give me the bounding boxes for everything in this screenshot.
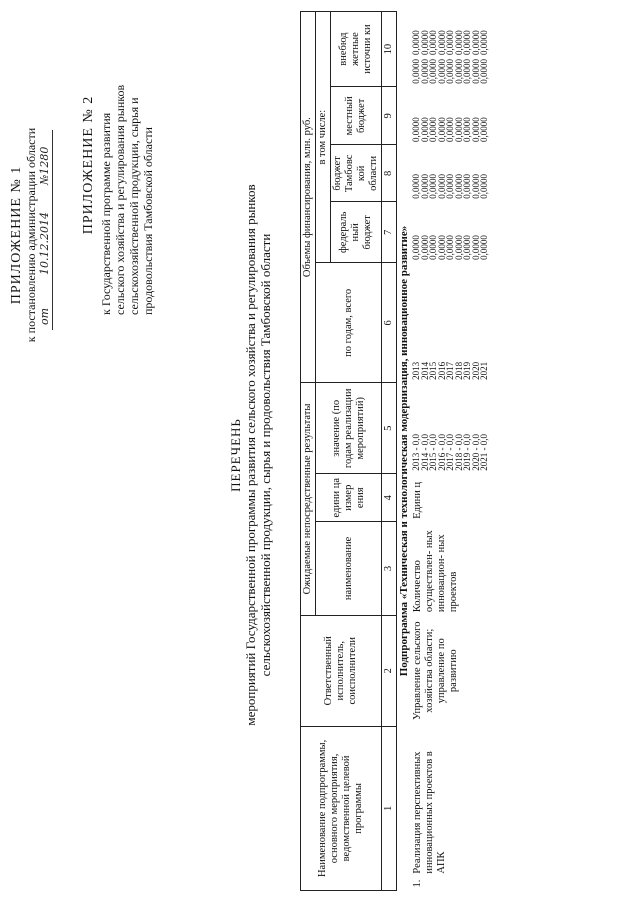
table-row [411, 12, 490, 891]
col-number: 5 [382, 383, 397, 474]
list-item: 2015 [428, 361, 438, 380]
list-item: 0,0000 [436, 117, 447, 142]
appendix1-subtitle: к постановлению администрации области [24, 127, 38, 343]
appendix2-block [82, 15, 155, 315]
list-item: 0,0000 [428, 30, 438, 55]
header-row-1 [301, 12, 316, 891]
header-program-name: Наименование подпрограммы, основного мероприятия, ведомственной целевой программы [301, 726, 382, 890]
appendix1-date-line [38, 85, 54, 385]
col-number: 7 [382, 202, 397, 263]
list-item: 0,0000 [428, 117, 438, 142]
header-unit: едини ца измер ения [316, 474, 382, 522]
list-item: 2014 - 0,0 [419, 433, 430, 471]
list-item: 0,0000 [411, 30, 421, 55]
appendix2-title: ПРИЛОЖЕНИЕ № 2 [81, 95, 96, 235]
list-item: 2013 [411, 361, 421, 380]
col-number: 8 [382, 145, 397, 202]
list-item: 2020 [470, 361, 481, 380]
list-item: 2019 - 0,0 [462, 433, 472, 471]
list-item: 0,0000 [428, 174, 438, 199]
list-item: 0,0000 [445, 30, 455, 55]
list-item: 0,0000 [419, 58, 430, 84]
list-item: 0,0000 [470, 235, 481, 260]
col-number: 1 [382, 726, 397, 890]
row-unit: Едини ц [412, 481, 423, 519]
values-list [412, 386, 489, 471]
date-underline [52, 130, 53, 330]
list-item: 0,0000 [419, 235, 430, 260]
offbudget-list [412, 30, 489, 55]
row-total [411, 202, 490, 263]
col-number: 9 [382, 87, 397, 145]
list-item: 0,0000 [411, 174, 421, 199]
list-item: 0,0000 [453, 58, 464, 84]
row-name-cell [411, 726, 490, 890]
list-item: 0,0000 [453, 30, 464, 55]
list-item: 2016 [436, 361, 447, 380]
col-number: 2 [382, 615, 397, 726]
header-result-name: наименование [316, 522, 382, 615]
list-item: 0,0000 [445, 174, 455, 199]
list-item: 0,0000 [462, 58, 472, 84]
list-item: 2017 - 0,0 [445, 433, 455, 471]
row-federal [411, 145, 490, 202]
list-item: 0,0000 [479, 235, 489, 260]
list-item: 2018 [453, 361, 464, 380]
row-executor: Управление сельского хозяйства области; управление по развитию [412, 621, 459, 721]
list-item: 2020 - 0,0 [470, 433, 481, 471]
title-line-2: сельскохозяйственной продукции, сырья и продовольствия Тамбовской области [258, 233, 273, 677]
list-item: 0,0000 [419, 117, 430, 142]
list-item: 0,0000 [411, 58, 421, 84]
list-item: 2021 - 0,0 [479, 433, 489, 471]
col-number: 4 [382, 474, 397, 522]
appendix2-line-1: к Государственной программе развития [99, 112, 113, 315]
row-values [411, 383, 490, 474]
list-item: 0,0000 [470, 117, 481, 142]
years-list [412, 266, 489, 380]
regional-list [412, 90, 489, 142]
header-regional: бюджет Тамбовс кой области [331, 145, 382, 202]
list-item: 0,0000 [436, 235, 447, 260]
list-item: 2018 - 0,0 [453, 433, 464, 471]
title-heading: ПЕРЕЧЕНЬ [228, 418, 243, 492]
list-item: 0,0000 [436, 30, 447, 55]
list-item: 0,0000 [453, 235, 464, 260]
row-result-name: Количество осуществлен- ных инновацион- ных проектов [412, 530, 459, 613]
document-title [228, 105, 273, 805]
local-list [412, 59, 489, 84]
list-item: 0,0000 [419, 30, 430, 55]
col-number: 10 [382, 12, 397, 87]
list-item: 0,0000 [479, 58, 489, 84]
list-item: 0,0000 [453, 174, 464, 199]
list-item: 0,0000 [462, 235, 472, 260]
appendix2-line-3: сельскохозяйственной продукции, сырья и [127, 97, 141, 315]
list-item: 0,0000 [445, 58, 455, 84]
list-item: 0,0000 [445, 117, 455, 142]
list-item: 2014 [419, 361, 430, 380]
list-item: 0,0000 [462, 174, 472, 199]
subprogram-row [397, 12, 412, 891]
appendix2-line-4: продовольствия Тамбовской области [141, 127, 155, 315]
title-line-1: мероприятий Государственной программы развития сельского хозяйства и регулирования рынков [243, 184, 258, 726]
col-number: 3 [382, 522, 397, 615]
header-offbudget: внебюд жетные источни ки [331, 12, 382, 87]
list-item: 0,0000 [411, 235, 421, 260]
appendix1-block [10, 85, 54, 385]
column-number-row [382, 12, 397, 891]
list-item: 0,0000 [470, 30, 481, 55]
row-years [411, 263, 490, 383]
total-list [412, 205, 489, 260]
header-by-years: по годам, всего [316, 263, 382, 383]
list-item: 0,0000 [436, 174, 447, 199]
row-regional [411, 87, 490, 145]
header-executor: Ответственный исполнитель, соисполнители [301, 615, 382, 726]
row-offbudget [411, 12, 490, 87]
list-item: 0,0000 [428, 235, 438, 260]
number-handwritten: №1280 [38, 146, 51, 185]
list-item: 0,0000 [479, 117, 489, 142]
header-value: значение (по годам реализации мероприятий) [316, 383, 382, 474]
list-item: 0,0000 [419, 174, 430, 199]
list-item: 2016 - 0,0 [436, 433, 447, 471]
list-item: 0,0000 [445, 235, 455, 260]
list-item: 0,0000 [479, 30, 489, 55]
appendix1-title: ПРИЛОЖЕНИЕ № 1 [9, 165, 24, 305]
row-index: 1. [412, 879, 423, 888]
list-item: 2015 - 0,0 [428, 433, 438, 471]
list-item: 2021 [479, 361, 489, 380]
measures-table [300, 11, 490, 891]
header-including: в том числе: [316, 12, 331, 263]
federal-list [412, 148, 489, 199]
list-item: 2017 [445, 361, 455, 380]
list-item: 0,0000 [428, 58, 438, 84]
list-item: 0,0000 [411, 117, 421, 142]
header-local: местный бюджет [331, 87, 382, 145]
date-prefix: от [38, 307, 51, 325]
header-federal: федераль ный бюджет [331, 202, 382, 263]
list-item: 0,0000 [462, 117, 472, 142]
subprogram-title: Подпрограмма «Техническая и технологическая модернизация, инновационное развитие» [398, 225, 410, 677]
list-item: 0,0000 [470, 174, 481, 199]
list-item: 0,0000 [436, 58, 447, 84]
row-name: Реализация перспективных инновационных проектов в АПК [412, 751, 447, 874]
header-expected-results: Ожидаемые непосредственные результаты [301, 383, 316, 615]
date-handwritten: 10.12.2014 [38, 212, 51, 275]
header-funding: Объемы финансирования, млн. руб. [301, 12, 316, 383]
list-item: 0,0000 [462, 30, 472, 55]
list-item: 0,0000 [470, 58, 481, 84]
list-item: 2019 [462, 361, 472, 380]
appendix2-line-2: сельского хозяйства и регулирования рынков [113, 84, 127, 315]
list-item: 0,0000 [479, 174, 489, 199]
col-number: 6 [382, 263, 397, 383]
list-item: 0,0000 [453, 117, 464, 142]
list-item: 2013 - 0,0 [411, 433, 421, 471]
